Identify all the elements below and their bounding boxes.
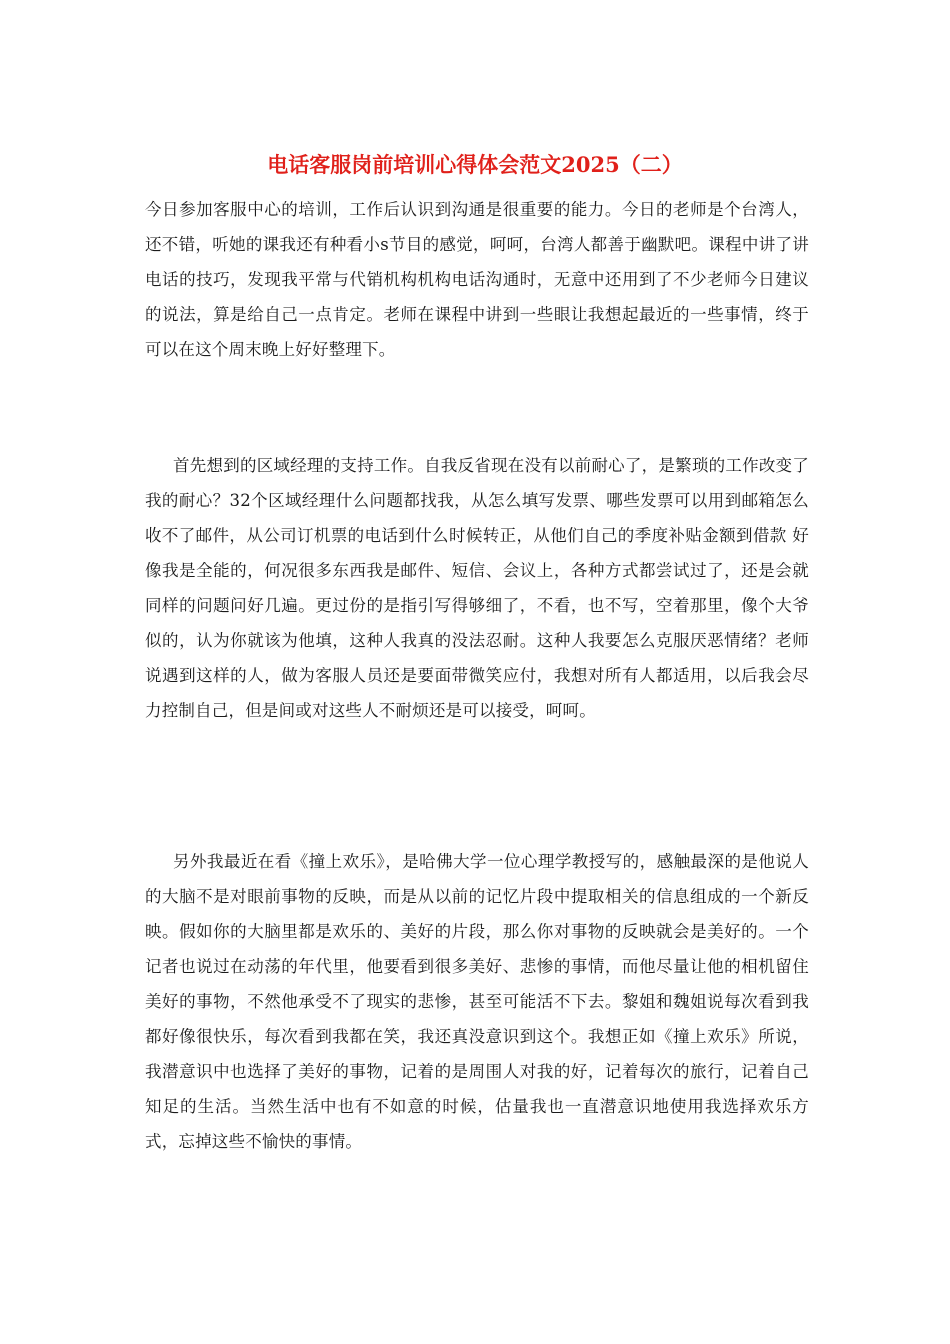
paragraph-3: 另外我最近在看《撞上欢乐》，是哈佛大学一位心理学教授写的，感触最深的是他说人的大脑不是对眼前事物的反映，而是从以前的记忆片段中提取相关的信息组成的一个新反映。假如你的大脑里都是欢乐的、美好的片段，那么你对事物的反映就会是美好的。一个记者也说过在动荡的年代里，他要看到很多美好、悲惨的事情，而他尽量让他的相机留住美好的事物，不然他承受不了现实的悲惨，甚至可能活不下去。黎姐和魏姐说每次看到我都好像很快乐，每次看到我都在笑，我还真没意识到这个。我想正如《撞上欢乐》所说，我潜意识中也选择了美好的事物，记着的是周围人对我的好，记着每次的旅行，记着自己知足的生活。当然生活中也有不如意的时候，估量我也一直潜意识地使用我选择欢乐方式，忘掉这些不愉快的事情。 (145, 852, 809, 1151)
paragraph-1: 今日参加客服中心的培训，工作后认识到沟通是很重要的能力。今日的老师是个台湾人，还不错，听她的课我还有种看小s节目的感觉，呵呵，台湾人都善于幽默吧。课程中讲了讲电话的技巧，发现我平常与代销机构机构电话沟通时，无意中还用到了不少老师今日建议的说法，算是给自己一点肯定。老师在课程中讲到一些眼让我想起最近的一些事情，终于可以在这个周末晚上好好整理下。 (145, 200, 809, 359)
document-title: 电话客服岗前培训心得体会范文2025（二） (267, 152, 683, 177)
paragraph-2: 首先想到的区域经理的支持工作。自我反省现在没有以前耐心了，是繁琐的工作改变了我的耐心？32个区域经理什么问题都找我，从怎么填写发票、哪些发票可以用到邮箱怎么收不了邮件，从公司订机票的电话到什么时候转正，从他们自己的季度补贴金额到借款 好像我是全能的，何况很多东西我是邮件、短信、会议上，各种方式都尝试过了，还是会就同样的问题问好几遍。更过份的是指引写得够细了，不看，也不写，空着那里，像个大爷似的，认为你就该为他填，这种人我真的没法忍耐。这种人我要怎么克服厌恶情绪？老师说遇到这样的人，做为客服人员还是要面带微笑应付，我想对所有人都适用，以后我会尽力控制自己，但是间或对这些人不耐烦还是可以接受，呵呵。 (145, 456, 809, 720)
